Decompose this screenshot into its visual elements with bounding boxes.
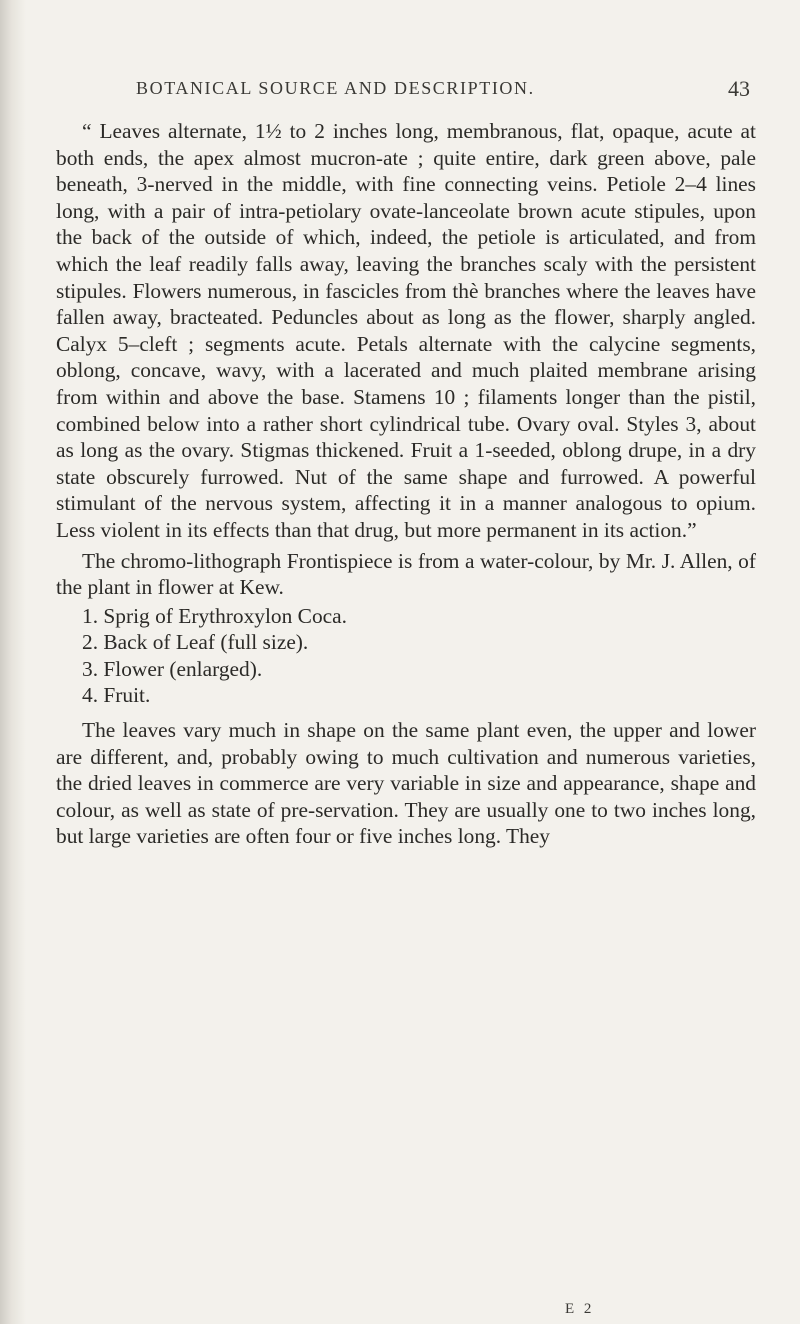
page-header [56, 78, 756, 108]
leaf-variation-paragraph: The leaves vary much in shape on the same plant even, the upper and lower are different, and, probably owing to much cultivation and numerous varieties, the dried leaves in commerce are very variable in size and appearance, shape and colour, as well as state of pre-servation. They are usually one to two inches long, but large varieties are often four or five inches long. They [56, 718, 756, 849]
running-head: BOTANICAL SOURCE AND DESCRIPTION. [136, 78, 535, 98]
plate-list-item: 3. Flower (enlarged). [82, 656, 263, 681]
plate-list-item: 2. Back of Leaf (full size). [82, 630, 309, 655]
page-gutter-shadow [0, 0, 26, 1324]
page-number: 43 [728, 76, 750, 101]
signature-mark: E 2 [565, 1301, 595, 1317]
plate-figure-list [56, 603, 756, 709]
plate-list-item: 4. Fruit. [82, 683, 151, 708]
plate-list-item: 1. Sprig of Erythroxylon Coca. [82, 603, 347, 628]
body-text [56, 118, 756, 850]
frontispiece-paragraph: The chromo-lithograph Frontispiece is from a water-colour, by Mr. J. Allen, of the plant in flower at Kew. [56, 548, 756, 600]
quoted-description-paragraph: “ Leaves alternate, 1½ to 2 inches long, membranous, flat, opaque, acute at both ends, the apex almost mucron-ate ; quite entire, dark green above, pale beneath, 3-nerved in the middle, with fine connecting veins. Petiole 2–4 lines long, with a pair of intra-petiolary ovate-lanceolate brown acute stipules, upon the back of the outside of which, indeed, the petiole is articulated, and from which the leaf readily falls away, leaving the branches scaly with the persistent stipules. Flowers numerous, in fascicles from thè branches where the leaves have fallen away, bracteated. Peduncles about as long as the flower, sharply angled. Calyx 5–cleft ; segments acute. Petals alternate with the calycine segments, oblong, concave, wavy, with a lacerated and much plaited membrane arising from within and above the base. Stamens 10 ; filaments longer than the pistil, combined below into a rather short cylindrical tube. Ovary oval. Styles 3, about as long as the ovary. Stigmas thickened. Fruit a 1-seeded, oblong drupe, in a dry state obscurely furrowed. Nut of the same shape and furrowed. A powerful stimulant of the nervous system, affecting it in a manner analogous to opium. Less violent in its effects than that drug, but more permanent in its action.” [56, 119, 756, 542]
